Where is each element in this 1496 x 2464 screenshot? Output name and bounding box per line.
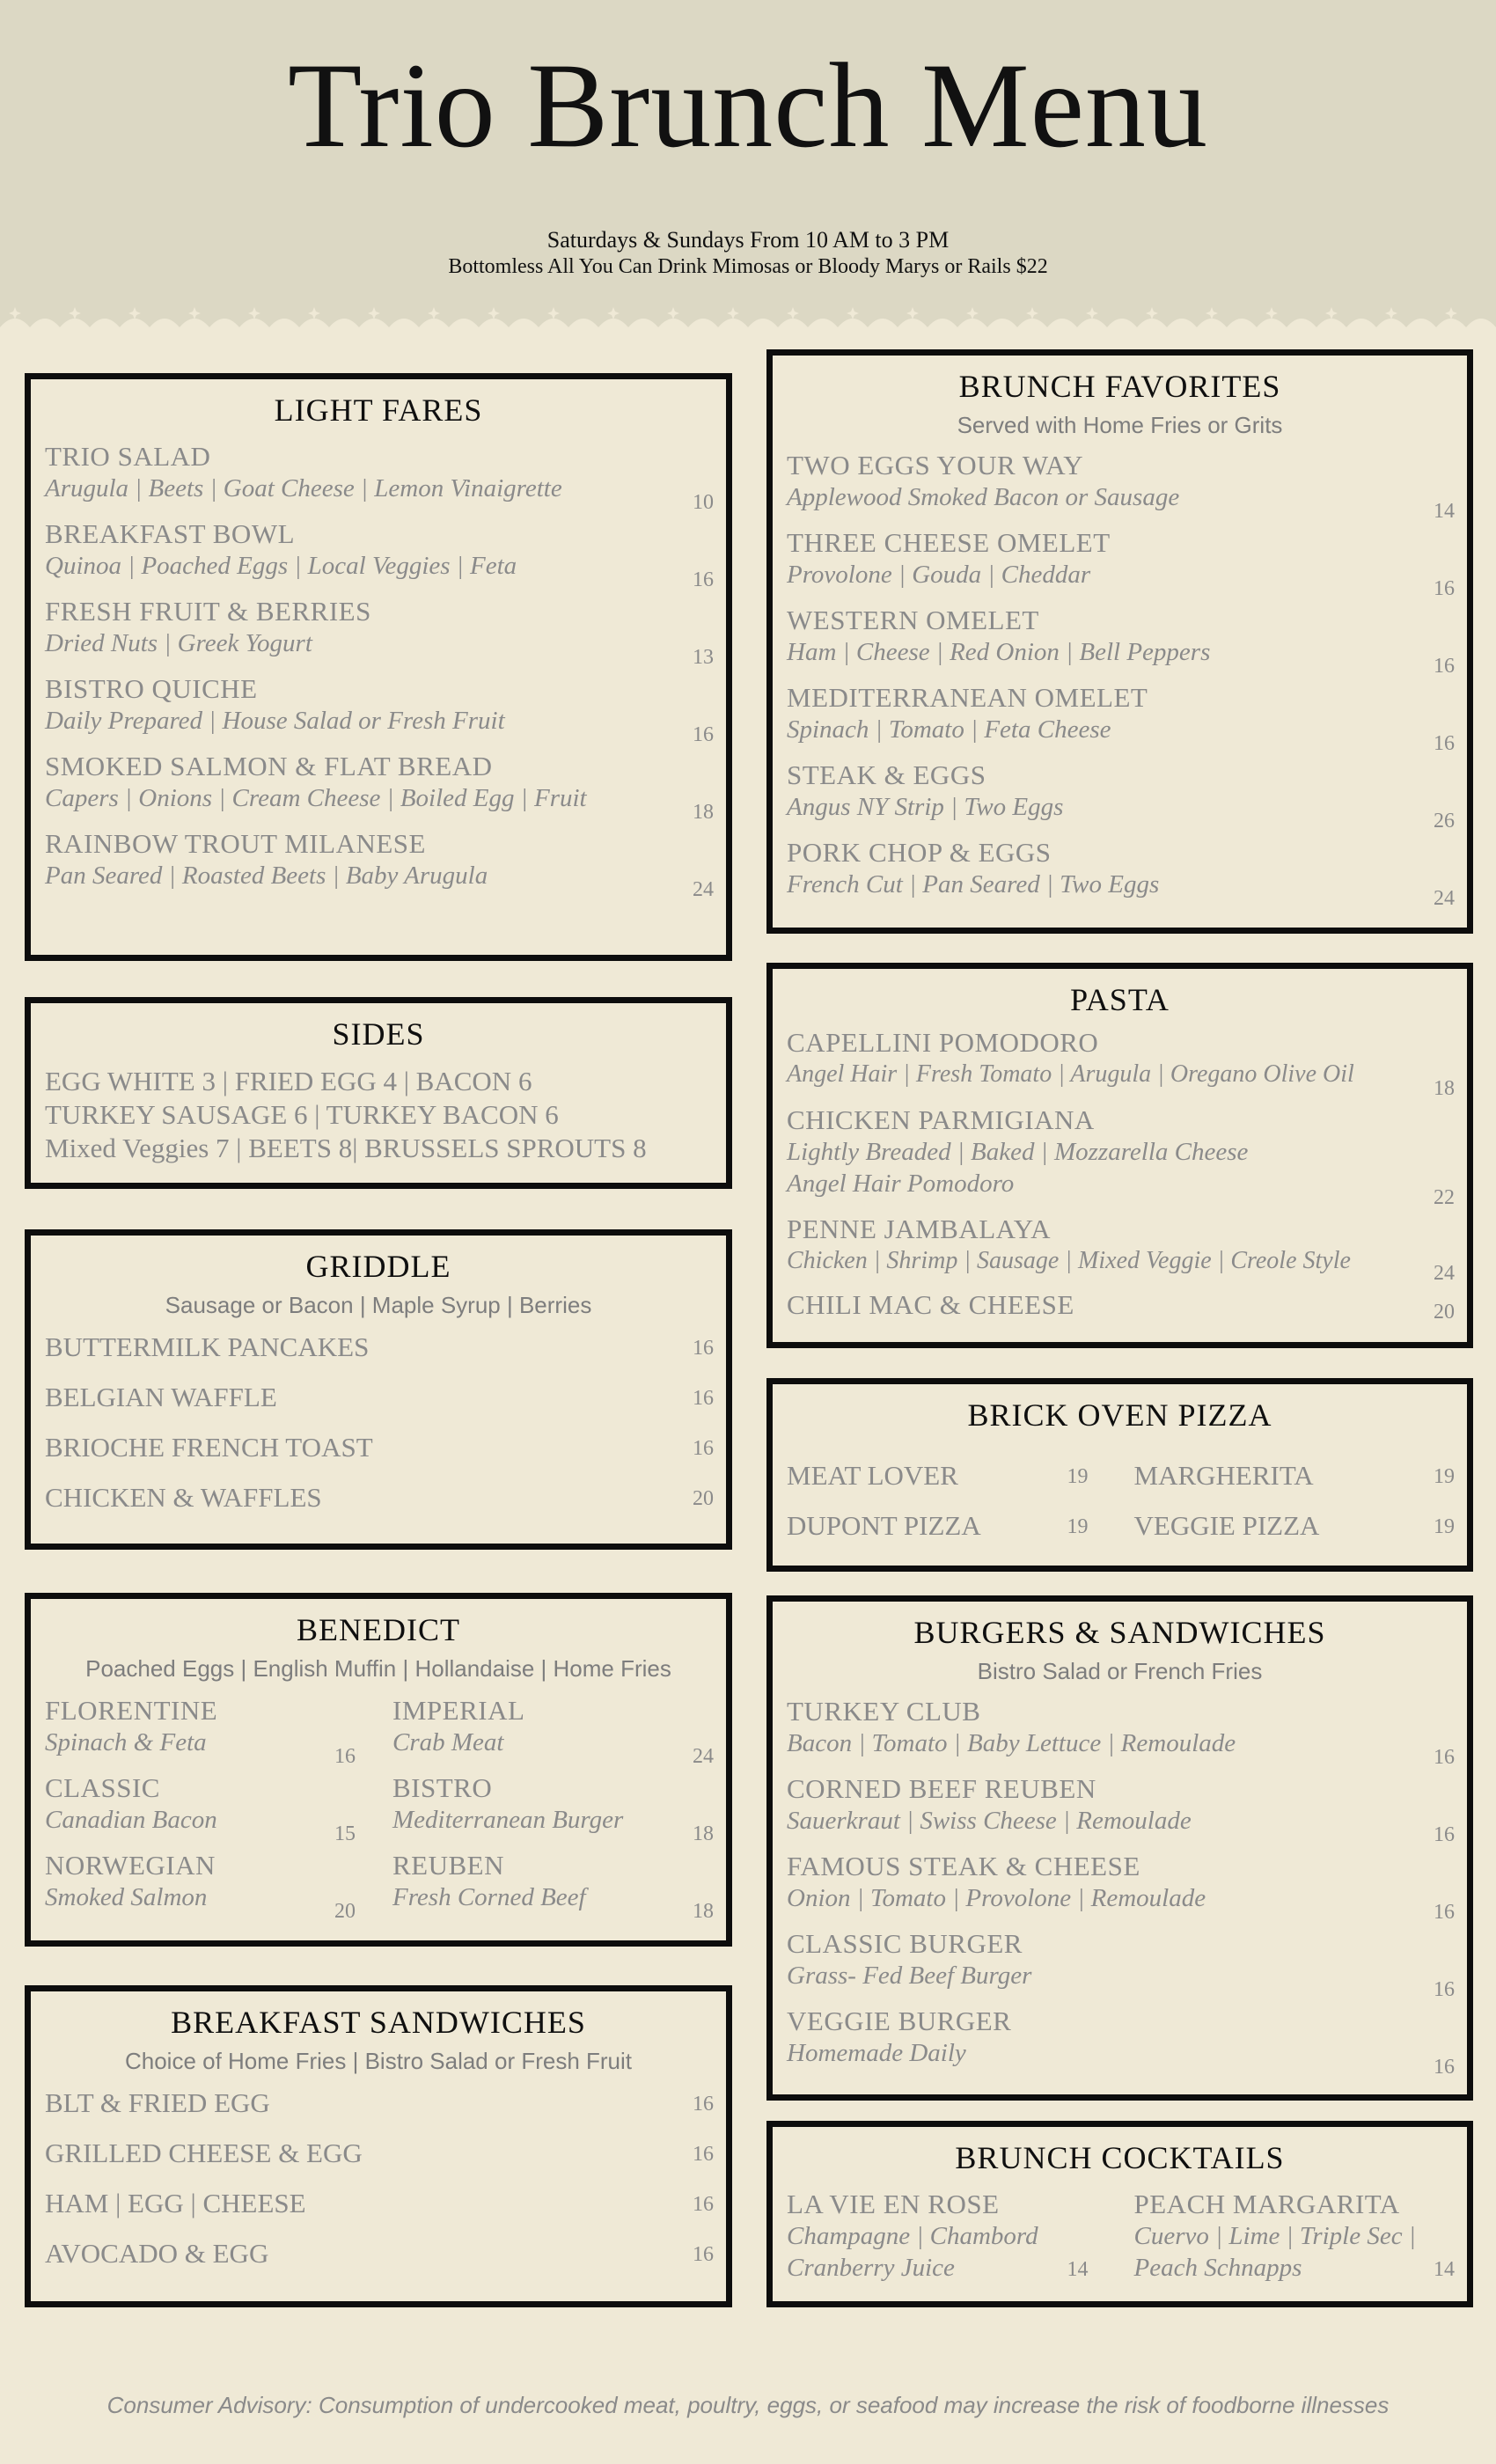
item-desc: Champagne | Chambord bbox=[787, 2222, 1038, 2250]
item-desc: Angel Hair Pomodoro bbox=[787, 1170, 1015, 1198]
item-name: IMPERIAL bbox=[392, 1695, 525, 1726]
item-name: THREE CHEESE OMELET bbox=[787, 527, 1111, 558]
item-price: 16 bbox=[1434, 655, 1455, 678]
ornament-star bbox=[607, 307, 620, 319]
item-price: 16 bbox=[1434, 1823, 1455, 1846]
item-desc: Smoked Salmon bbox=[45, 1883, 208, 1911]
item-desc: Bacon | Tomato | Baby Lettuce | Remoulade bbox=[787, 1729, 1236, 1757]
item-name: LA VIE EN ROSE bbox=[787, 2189, 1000, 2219]
item-desc: Peach Schnapps bbox=[1133, 2254, 1302, 2282]
item-name: STEAK & EGGS bbox=[787, 759, 986, 790]
section-note: Served with Home Fries or Grits bbox=[957, 412, 1283, 438]
item-price: 26 bbox=[1434, 810, 1455, 832]
item-price: 16 bbox=[1434, 732, 1455, 755]
item-name: BREAKFAST BOWL bbox=[45, 518, 296, 549]
item-name: NORWEGIAN bbox=[45, 1850, 216, 1881]
item-price: 10 bbox=[693, 491, 714, 514]
item-desc: Applewood Smoked Bacon or Sausage bbox=[787, 483, 1180, 511]
item-name: WESTERN OMELET bbox=[787, 605, 1039, 635]
section-title: PASTA bbox=[1070, 982, 1170, 1017]
section-title: GRIDDLE bbox=[305, 1249, 451, 1284]
item-name: DUPONT PIZZA bbox=[787, 1510, 981, 1541]
item-price: 16 bbox=[693, 2143, 714, 2166]
item-desc: Angel Hair | Fresh Tomato | Arugula | Oregano Olive Oil bbox=[787, 1060, 1354, 1088]
item-desc: Onion | Tomato | Provolone | Remoulade bbox=[787, 1884, 1206, 1912]
ornament-star bbox=[428, 307, 440, 319]
item-name: VEGGIE PIZZA bbox=[1133, 1510, 1320, 1541]
menu-item bbox=[31, 441, 726, 518]
menu-item bbox=[773, 527, 1467, 605]
sides-line: TURKEY SAUSAGE 6 | TURKEY BACON 6 bbox=[45, 1099, 559, 1130]
ornament-star bbox=[1445, 307, 1457, 319]
ornament-star bbox=[1206, 307, 1218, 319]
item-name: BISTRO QUICHE bbox=[45, 673, 258, 704]
ornament-star bbox=[1325, 307, 1338, 319]
menu-item bbox=[1120, 1458, 1468, 1508]
ornament-star bbox=[787, 307, 799, 319]
menu-item bbox=[1120, 1508, 1468, 1558]
item-name: FLORENTINE bbox=[45, 1695, 218, 1726]
item-price: 15 bbox=[334, 1822, 356, 1845]
item-price: 22 bbox=[1434, 1186, 1455, 1209]
item-price: 18 bbox=[1434, 1077, 1455, 1100]
item-desc: French Cut | Pan Seared | Two Eggs bbox=[787, 870, 1160, 898]
item-price: 16 bbox=[1434, 1746, 1455, 1769]
menu-item bbox=[31, 2186, 726, 2236]
item-price: 16 bbox=[1434, 1901, 1455, 1924]
item-name: BRIOCHE FRENCH TOAST bbox=[45, 1432, 373, 1463]
menu-item bbox=[773, 605, 1467, 682]
item-name: FAMOUS STEAK & CHEESE bbox=[787, 1851, 1140, 1881]
menu-item bbox=[773, 1508, 1120, 1558]
menu-item bbox=[31, 2086, 726, 2136]
menu-item bbox=[31, 1695, 378, 1772]
menu-item bbox=[773, 1773, 1467, 1851]
benedict-section bbox=[25, 1593, 732, 1947]
item-price: 20 bbox=[334, 1900, 356, 1923]
item-price: 16 bbox=[1434, 1978, 1455, 2001]
light-fares-section bbox=[25, 373, 732, 961]
item-name: MEDITERRANEAN OMELET bbox=[787, 682, 1148, 713]
item-desc: Grass- Fed Beef Burger bbox=[787, 1962, 1032, 1990]
item-desc: Crab Meat bbox=[392, 1728, 504, 1756]
section-title: BENEDICT bbox=[297, 1612, 460, 1647]
menu-item bbox=[773, 2189, 1120, 2285]
item-name: CHICKEN PARMIGIANA bbox=[787, 1104, 1095, 1135]
item-price: 16 bbox=[334, 1745, 356, 1768]
item-price: 20 bbox=[693, 1487, 714, 1510]
drinks-text: Bottomless All You Can Drink Mimosas or Bloody Marys or Rails $22 bbox=[448, 255, 1048, 278]
item-name: PENNE JAMBALAYA bbox=[787, 1214, 1052, 1244]
menu-item bbox=[31, 828, 726, 906]
item-desc: Canadian Bacon bbox=[45, 1806, 217, 1834]
sides-line: Mixed Veggies 7 | BEETS 8| BRUSSELS SPROUTS 8 bbox=[45, 1133, 647, 1163]
item-name: HAM | EGG | CHEESE bbox=[45, 2188, 306, 2218]
menu-item bbox=[378, 1695, 726, 1772]
section-note: Poached Eggs | English Muffin | Hollandaise | Home Fries bbox=[85, 1655, 671, 1682]
item-desc: Chicken | Shrimp | Sausage | Mixed Veggie | Creole Style bbox=[787, 1247, 1351, 1274]
item-desc: Sauerkraut | Swiss Cheese | Remoulade bbox=[787, 1807, 1192, 1835]
menu-item bbox=[773, 1027, 1467, 1104]
menu-item bbox=[31, 1480, 726, 1530]
menu-item bbox=[773, 1928, 1467, 2006]
item-desc: Ham | Cheese | Red Onion | Bell Peppers bbox=[787, 638, 1211, 666]
item-name: AVOCADO & EGG bbox=[45, 2238, 269, 2269]
sides-line: EGG WHITE 3 | FRIED EGG 4 | BACON 6 bbox=[45, 1066, 532, 1096]
item-name: VEGGIE BURGER bbox=[787, 2006, 1012, 2036]
item-price: 24 bbox=[693, 1745, 714, 1768]
item-name: RAINBOW TROUT MILANESE bbox=[45, 828, 426, 859]
item-price: 16 bbox=[693, 2193, 714, 2216]
ornament-star bbox=[9, 307, 21, 319]
item-name: CAPELLINI POMODORO bbox=[787, 1027, 1099, 1058]
item-desc: Capers | Onions | Cream Cheese | Boiled Egg | Fruit bbox=[45, 784, 587, 812]
menu-item bbox=[31, 2136, 726, 2186]
brunch-favorites-section bbox=[766, 349, 1473, 934]
menu-item bbox=[378, 1850, 726, 1927]
item-price: 19 bbox=[1067, 1515, 1089, 1538]
item-price: 16 bbox=[693, 1387, 714, 1410]
pizza-section bbox=[766, 1378, 1473, 1572]
item-name: CLASSIC BURGER bbox=[787, 1928, 1023, 1959]
menu-item bbox=[378, 1772, 726, 1850]
item-price: 16 bbox=[693, 568, 714, 591]
item-name: TWO EGGS YOUR WAY bbox=[787, 450, 1084, 480]
ornament-star bbox=[488, 307, 500, 319]
item-desc: Dried Nuts | Greek Yogurt bbox=[45, 629, 312, 657]
ornament-star bbox=[727, 307, 739, 319]
item-name: BISTRO bbox=[392, 1772, 493, 1803]
section-title: LIGHT FARES bbox=[274, 392, 483, 428]
menu-item bbox=[31, 673, 726, 751]
item-price: 14 bbox=[1434, 500, 1455, 523]
item-desc: Quinoa | Poached Eggs | Local Veggies | Feta bbox=[45, 552, 517, 580]
ornament-star bbox=[1265, 307, 1278, 319]
menu-item bbox=[31, 1850, 378, 1927]
item-name: REUBEN bbox=[392, 1850, 504, 1881]
section-note: Sausage or Bacon | Maple Syrup | Berries bbox=[165, 1292, 592, 1318]
item-name: PEACH MARGARITA bbox=[1133, 2189, 1400, 2219]
pasta-section bbox=[766, 963, 1473, 1348]
ornament-star bbox=[906, 307, 919, 319]
item-price: 18 bbox=[693, 1822, 714, 1845]
item-price: 19 bbox=[1434, 1515, 1455, 1538]
menu-item bbox=[31, 1380, 726, 1430]
item-price: 13 bbox=[693, 646, 714, 669]
sides-section bbox=[25, 997, 732, 1189]
item-name: CORNED BEEF REUBEN bbox=[787, 1773, 1096, 1804]
menu-item bbox=[773, 2006, 1467, 2083]
ornament-star bbox=[308, 307, 320, 319]
item-price: 19 bbox=[1434, 1465, 1455, 1488]
menu-item bbox=[773, 682, 1467, 759]
item-name: BLT & FRIED EGG bbox=[45, 2087, 270, 2118]
item-price: 16 bbox=[693, 1437, 714, 1460]
item-desc: Cranberry Juice bbox=[787, 2254, 955, 2282]
ornament-star bbox=[547, 307, 560, 319]
item-desc: Spinach & Feta bbox=[45, 1728, 207, 1756]
menu-item bbox=[31, 596, 726, 673]
item-desc: Cuervo | Lime | Triple Sec | bbox=[1133, 2222, 1416, 2250]
item-price: 18 bbox=[693, 1900, 714, 1923]
menu-item bbox=[1120, 2189, 1468, 2285]
ornament-star bbox=[248, 307, 260, 319]
item-price: 19 bbox=[1067, 1465, 1089, 1488]
item-price: 24 bbox=[1434, 887, 1455, 910]
ornament-star bbox=[1086, 307, 1098, 319]
item-name: MEAT LOVER bbox=[787, 1460, 958, 1491]
item-desc: Fresh Corned Beef bbox=[392, 1883, 586, 1911]
item-name: GRILLED CHEESE & EGG bbox=[45, 2138, 363, 2168]
item-desc: Provolone | Gouda | Cheddar bbox=[787, 561, 1091, 589]
menu-item bbox=[31, 518, 726, 596]
breakfast-sandwiches-section bbox=[25, 1985, 732, 2307]
ornament-star bbox=[847, 307, 859, 319]
item-price: 20 bbox=[1434, 1301, 1455, 1324]
item-name: SMOKED SALMON & FLAT BREAD bbox=[45, 751, 493, 781]
ornament-star bbox=[966, 307, 979, 319]
consumer-advisory: Consumer Advisory: Consumption of undercooked meat, poultry, eggs, or seafood may increase the risk of foodborne illnesses bbox=[106, 2392, 1390, 2418]
burgers-section bbox=[766, 1595, 1473, 2101]
menu-item bbox=[31, 2236, 726, 2286]
ornament-star bbox=[1146, 307, 1158, 319]
item-name: CLASSIC bbox=[45, 1772, 160, 1803]
ornament-star bbox=[128, 307, 141, 319]
menu-item bbox=[31, 751, 726, 828]
item-price: 16 bbox=[1434, 577, 1455, 600]
menu-item bbox=[773, 759, 1467, 837]
menu-item bbox=[31, 1772, 378, 1850]
item-price: 16 bbox=[693, 723, 714, 746]
scallop-border bbox=[0, 290, 1496, 343]
cocktails-section bbox=[766, 2121, 1473, 2307]
item-price: 24 bbox=[693, 878, 714, 901]
item-desc: Lightly Breaded | Baked | Mozzarella Cheese bbox=[787, 1138, 1249, 1166]
item-name: FRESH FRUIT & BERRIES bbox=[45, 596, 371, 627]
item-price: 14 bbox=[1434, 2258, 1455, 2281]
ornament-star bbox=[1385, 307, 1397, 319]
section-title: BREAKFAST SANDWICHES bbox=[171, 2005, 586, 2040]
section-title: BRUNCH COCKTAILS bbox=[955, 2140, 1285, 2175]
item-name: TURKEY CLUB bbox=[787, 1696, 981, 1727]
section-title: BURGERS & SANDWICHES bbox=[913, 1615, 1326, 1650]
header-banner bbox=[0, 0, 1496, 343]
item-price: 14 bbox=[1067, 2258, 1089, 2281]
item-name: TRIO SALAD bbox=[45, 441, 211, 472]
page-title: Trio Brunch Menu bbox=[288, 38, 1208, 172]
item-price: 24 bbox=[1434, 1262, 1455, 1285]
item-price: 18 bbox=[693, 801, 714, 824]
menu-item bbox=[31, 1330, 726, 1380]
item-desc: Mediterranean Burger bbox=[392, 1806, 624, 1834]
menu-item bbox=[773, 1696, 1467, 1773]
ornament-star bbox=[1026, 307, 1038, 319]
menu-item bbox=[773, 450, 1467, 527]
menu-item bbox=[773, 1289, 1467, 1328]
ornament-star bbox=[368, 307, 380, 319]
item-desc: Spinach | Tomato | Feta Cheese bbox=[787, 715, 1111, 744]
item-desc: Arugula | Beets | Goat Cheese | Lemon Vinaigrette bbox=[45, 474, 562, 502]
ornament-star bbox=[188, 307, 201, 319]
item-desc: Daily Prepared | House Salad or Fresh Fruit bbox=[45, 707, 505, 735]
item-desc: Homemade Daily bbox=[787, 2039, 966, 2067]
item-price: 16 bbox=[693, 2093, 714, 2116]
section-note: Bistro Salad or French Fries bbox=[977, 1658, 1263, 1684]
menu-item bbox=[773, 837, 1467, 914]
section-title: BRUNCH FAVORITES bbox=[958, 369, 1281, 404]
item-price: 16 bbox=[1434, 2056, 1455, 2079]
item-desc: Pan Seared | Roasted Beets | Baby Arugula bbox=[45, 862, 488, 890]
menu-item bbox=[773, 1851, 1467, 1928]
menu-item bbox=[31, 1430, 726, 1480]
item-name: MARGHERITA bbox=[1133, 1460, 1314, 1491]
section-title: SIDES bbox=[332, 1016, 425, 1052]
item-name: CHILI MAC & CHEESE bbox=[787, 1289, 1074, 1320]
menu-item bbox=[773, 1458, 1120, 1508]
menu-item bbox=[773, 1214, 1467, 1289]
item-name: CHICKEN & WAFFLES bbox=[45, 1482, 322, 1513]
griddle-section bbox=[25, 1229, 732, 1550]
menu-item bbox=[773, 1104, 1467, 1214]
section-note: Choice of Home Fries | Bistro Salad or Fresh Fruit bbox=[124, 2048, 633, 2074]
item-price: 16 bbox=[693, 1337, 714, 1360]
ornament-star bbox=[667, 307, 679, 319]
hours-text: Saturdays & Sundays From 10 AM to 3 PM bbox=[546, 227, 950, 253]
item-desc: Angus NY Strip | Two Eggs bbox=[787, 793, 1064, 821]
item-name: PORK CHOP & EGGS bbox=[787, 837, 1052, 868]
item-price: 16 bbox=[693, 2243, 714, 2266]
section-title: BRICK OVEN PIZZA bbox=[967, 1397, 1272, 1433]
ornament-star bbox=[69, 307, 81, 319]
item-name: BELGIAN WAFFLE bbox=[45, 1382, 277, 1412]
item-name: BUTTERMILK PANCAKES bbox=[45, 1331, 370, 1362]
